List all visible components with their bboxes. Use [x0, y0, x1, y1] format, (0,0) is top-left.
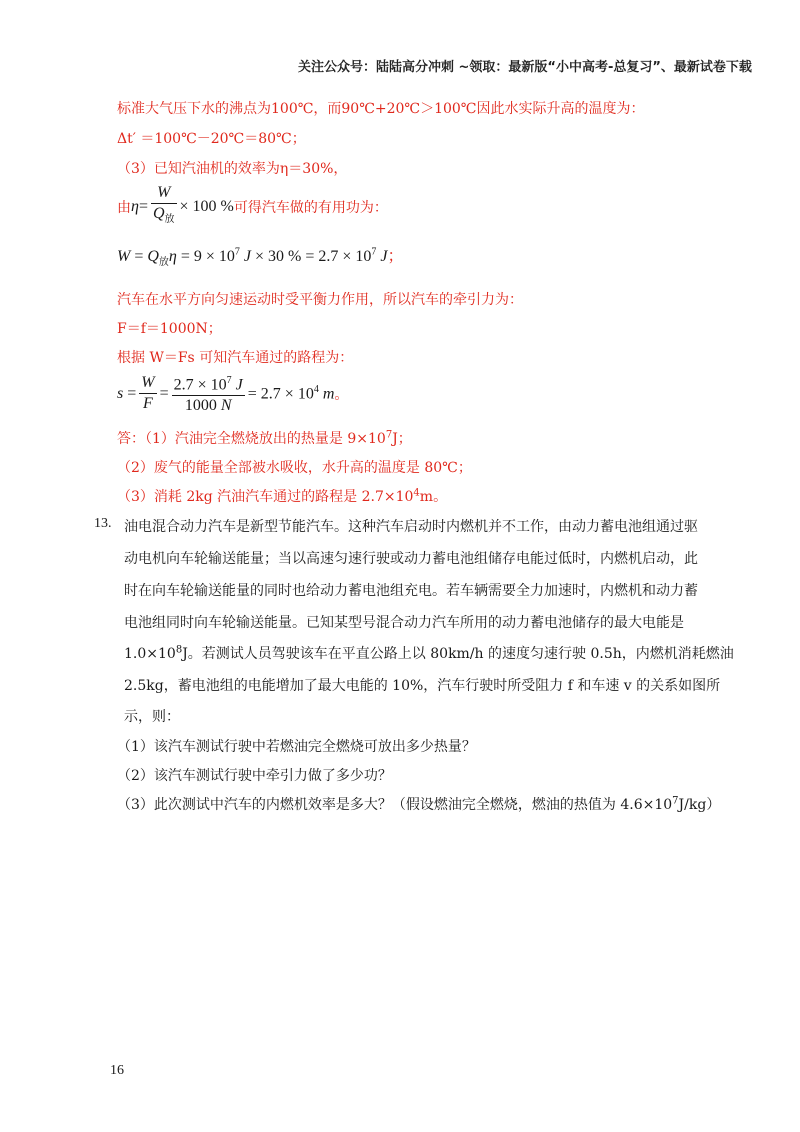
page-header: 关注公众号：陆陆高分冲刺 ~领取：最新版“小中高考-总复习”、最新试卷下载 [298, 60, 752, 75]
eq2-exp1: 7 [234, 246, 240, 258]
eq2-equals: = [130, 248, 148, 265]
eq1-equals: = [138, 197, 148, 215]
answer-1 [117, 428, 412, 448]
eq1-tail: × 100 % [179, 197, 234, 215]
question-paragraph-line: 2.5kg，蓄电池组的电能增加了最大电能的 10%，汽车行驶时所受阻力 f 和车速 v 的关系如图所 [124, 678, 721, 694]
solution-line-temp-rise: Δt′ ＝100℃－20℃＝80℃； [117, 131, 306, 147]
eq1-text: 可得汽车做的有用功为： [233, 199, 388, 216]
eq3-num2-exp: 7 [226, 375, 232, 386]
solution-line-efficiency: （3）已知汽油机的效率为η＝30%， [117, 161, 348, 177]
eq1-eta: η [131, 197, 139, 215]
solution-line-distance-intro: 根据 W＝Fs 可知汽车通过的路程为： [117, 350, 354, 366]
sub-question-3 [117, 794, 720, 814]
eq2-end: ； [387, 248, 404, 265]
sub-question-2: （2）该汽车测试行驶中牵引力做了多少功？ [117, 768, 392, 784]
q13-energy-exp: 8 [175, 644, 183, 656]
eq3-den2-unit: N [220, 397, 232, 415]
eq1-numerator: W [157, 184, 171, 201]
equation-efficiency [117, 184, 388, 229]
answer-2: （2）废气的能量全部被水吸收，水升高的温度是 80℃； [117, 460, 472, 476]
eq2-unit2: J [376, 248, 388, 265]
eq3-num1: W [141, 374, 155, 392]
sub-question-3-unit: J/kg） [678, 797, 721, 813]
eq3-num2-a: 2.7 × 10 [173, 376, 227, 394]
eq3-result: = 2.7 × 10 [247, 385, 314, 403]
eq2-q-sub: 放 [158, 257, 169, 269]
answer-3 [117, 486, 447, 506]
eq2-part2: × 30 % = 2.7 × 10 [251, 248, 372, 265]
question-paragraph-line [124, 643, 734, 663]
eq3-s: s [117, 384, 124, 402]
eq3-fraction2 [172, 372, 245, 415]
question-paragraph-line: 时在向车轮输送能量的同时也给动力蓄电池组充电。若车辆需要全力加速时，内燃机和动力蓄 [124, 583, 698, 599]
eq3-den2-a: 1000 [184, 397, 221, 415]
eq3-fraction1 [139, 374, 156, 413]
answer-1-text: 答：（1）汽油完全燃烧放出的热量是 9×10 [117, 431, 386, 447]
answer-1-unit: J； [392, 431, 412, 447]
eq3-den1: F [143, 395, 153, 413]
eq2-exp2: 7 [371, 246, 377, 258]
eq3-equals1: = [123, 384, 137, 402]
eq2-eta: η [168, 248, 177, 265]
solution-line-balanced-force: 汽车在水平方向匀速运动时受平衡力作用，所以汽车的牵引力为： [117, 292, 523, 308]
eq3-equals2: = [159, 384, 169, 402]
eq1-prefix: 由 [117, 199, 131, 216]
eq1-fraction [151, 184, 177, 229]
equation-useful-work [117, 243, 404, 268]
q13-energy-value: 1.0×10 [124, 646, 176, 662]
sub-question-3-exp: 7 [672, 795, 679, 807]
equation-distance [117, 372, 348, 415]
sub-question-1: （1）该汽车测试行驶中若燃油完全燃烧可放出多少热量？ [117, 739, 476, 755]
question-paragraph-line: 动电机向车轮输送能量；当以高速匀速行驶或动力蓄电池组储存电能过低时，内燃机启动，此 [124, 551, 698, 567]
eq3-unit-m: m [318, 385, 335, 403]
q13-line5-rest: J。若测试人员驾驶该车在平直公路上以 80km/h 的速度匀速行驶 0.5h，内燃机消耗燃油 [182, 646, 734, 662]
page-number: 16 [110, 1063, 124, 1078]
eq1-den-sub: 放 [164, 214, 175, 226]
answer-1-exp: 7 [385, 429, 393, 441]
eq3-exp3: 4 [313, 384, 319, 395]
eq2-unit1: J [239, 248, 252, 265]
question-paragraph-line: 示，则： [124, 709, 180, 725]
eq2-part1: = 9 × 10 [176, 248, 235, 265]
eq3-num2-unit: J [231, 376, 243, 394]
eq1-den-q: Q [152, 205, 165, 222]
eq2-w: W [117, 248, 131, 265]
eq3-end: 。 [334, 386, 349, 403]
question-number: 13. [94, 516, 112, 531]
answer-3-unit: m。 [419, 489, 448, 505]
answer-3-text: （3）消耗 2kg 汽油汽车通过的路程是 2.7×10 [117, 489, 414, 505]
question-paragraph-line: 电池组同时向车轮输送能量。已知某型号混合动力汽车所用的动力蓄电池储存的最大电能是 [124, 615, 684, 631]
sub-question-3-text: （3）此次测试中汽车的内燃机效率是多大？（假设燃油完全燃烧，燃油的热值为 4.6×10 [117, 797, 673, 813]
answer-3-exp: 4 [413, 487, 420, 499]
solution-line-force-value: F＝f＝1000N； [117, 321, 222, 337]
solution-line-boiling-point: 标准大气压下水的沸点为100℃，而90℃+20℃＞100℃因此水实际升高的温度为： [117, 101, 645, 117]
eq2-q: Q [147, 248, 159, 265]
question-paragraph-line: 油电混合动力汽车是新型节能汽车。这种汽车启动时内燃机并不工作，由动力蓄电池组通过驱 [124, 519, 698, 535]
